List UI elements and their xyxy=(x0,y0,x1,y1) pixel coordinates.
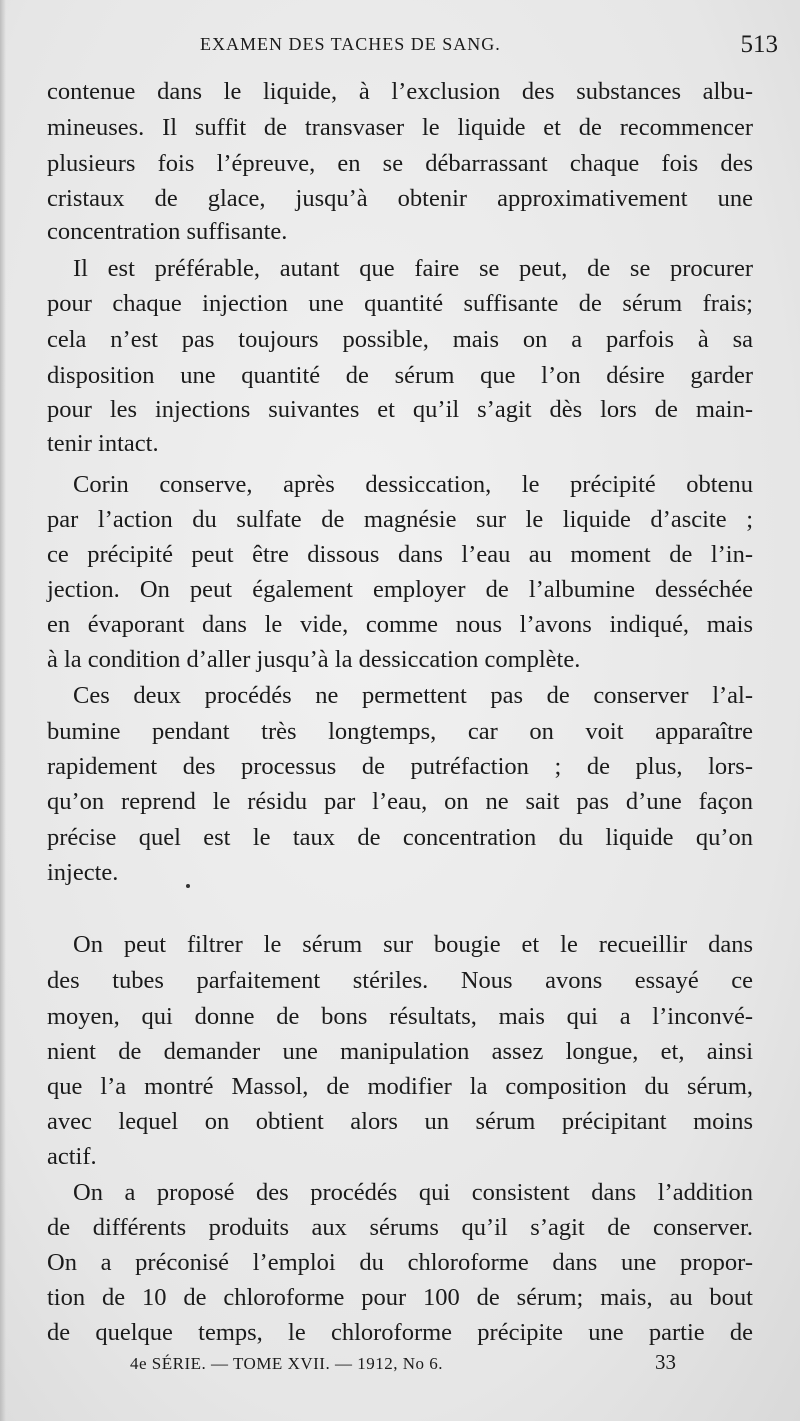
text-line: plusieurs fois l’épreuve, en se débarrassant chaque fois des xyxy=(47,150,753,177)
text-line: pour chaque injection une quantité suffisante de sérum frais; xyxy=(47,290,753,317)
text-line: bumine pendant très longtemps, car on voit apparaître xyxy=(47,718,753,745)
text-line: mineuses. Il suffit de transvaser le liquide et de recommencer xyxy=(47,114,753,141)
text-line: Il est préférable, autant que faire se peut, de se procurer xyxy=(73,255,753,282)
text-line: par l’action du sulfate de magnésie sur le liquide d’ascite ; xyxy=(47,506,753,533)
text-line: tenir intact. xyxy=(47,430,159,457)
text-line: concentration suffisante. xyxy=(47,218,288,245)
text-line: moyen, qui donne de bons résultats, mais qui a l’inconvé- xyxy=(47,1003,753,1030)
text-line: On a préconisé l’emploi du chloroforme dans une propor- xyxy=(47,1249,753,1276)
ink-dot xyxy=(186,884,190,888)
page-number: 513 xyxy=(740,31,778,58)
text-line: tion de 10 de chloroforme pour 100 de sérum; mais, au bout xyxy=(47,1284,753,1311)
text-line: cela n’est pas toujours possible, mais on a parfois à sa xyxy=(47,326,753,353)
text-line: précise quel est le taux de concentration du liquide qu’on xyxy=(47,824,753,851)
text-line: jection. On peut également employer de l’albumine desséchée xyxy=(47,576,753,603)
text-line: avec lequel on obtient alors un sérum précipitant moins xyxy=(47,1108,753,1135)
text-line: On peut filtrer le sérum sur bougie et le recueillir dans xyxy=(73,931,753,958)
text-line: des tubes parfaitement stériles. Nous avons essayé ce xyxy=(47,967,753,994)
text-line: rapidement des processus de putréfaction ; de plus, lors- xyxy=(47,753,753,780)
text-line: Corin conserve, après dessiccation, le précipité obtenu xyxy=(73,471,753,498)
text-line: nient de demander une manipulation assez longue, et, ainsi xyxy=(47,1038,753,1065)
text-line: contenue dans le liquide, à l’exclusion des substances albu- xyxy=(47,78,753,105)
text-line: Ces deux procédés ne permettent pas de conserver l’al- xyxy=(73,682,753,709)
text-line: On a proposé des procédés qui consistent dans l’addition xyxy=(73,1179,753,1206)
text-line: en évaporant dans le vide, comme nous l’avons indiqué, mais xyxy=(47,611,753,638)
running-title: EXAMEN DES TACHES DE SANG. xyxy=(200,34,501,54)
text-line: ce précipité peut être dissous dans l’eau au moment de l’in- xyxy=(47,541,753,568)
text-line: injecte. xyxy=(47,859,119,886)
signature-mark: 33 xyxy=(655,1350,676,1374)
text-line: à la condition d’aller jusqu’à la dessiccation complète. xyxy=(47,646,581,673)
text-line: de quelque temps, le chloroforme précipite une partie de xyxy=(47,1319,753,1346)
text-line: de différents produits aux sérums qu’il s’agit de conserver. xyxy=(47,1214,753,1241)
footer-series: 4e SÉRIE. — TOME XVII. — 1912, No 6. xyxy=(130,1354,443,1373)
text-line: cristaux de glace, jusqu’à obtenir approximativement une xyxy=(47,185,753,212)
text-line: pour les injections suivantes et qu’il s’agit dès lors de main- xyxy=(47,396,753,423)
page-footer xyxy=(0,1350,800,1380)
text-line: actif. xyxy=(47,1143,97,1170)
text-line: que l’a montré Massol, de modifier la composition du sérum, xyxy=(47,1073,753,1100)
running-head xyxy=(0,31,800,64)
text-line: qu’on reprend le résidu par l’eau, on ne sait pas d’une façon xyxy=(47,788,753,815)
page-edge-shadow xyxy=(0,0,6,1421)
text-line: disposition une quantité de sérum que l’on désire garder xyxy=(47,362,753,389)
